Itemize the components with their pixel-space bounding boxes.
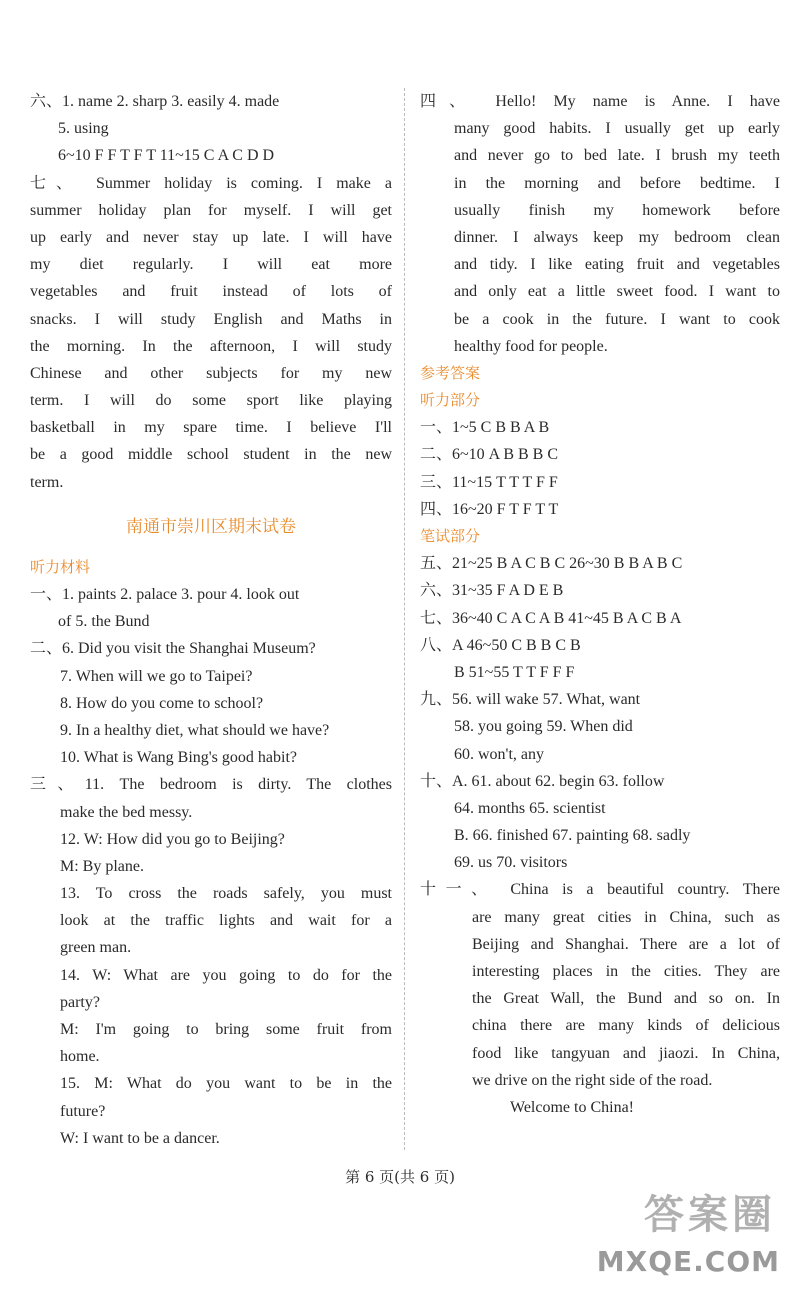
- question-line: 9. In a healthy diet, what should we have?: [60, 721, 330, 739]
- essay-line: Beijing and Shanghai. There are a lot of: [472, 935, 780, 953]
- essay-line: the Great Wall, the Bund and so on. In: [472, 990, 780, 1008]
- left-column: [30, 88, 392, 1152]
- column-divider: [404, 88, 405, 1150]
- answer-line: 6~10 F F T F T 11~15 C A C D D: [58, 147, 275, 165]
- dialogue-line: M: I'm going to bring some fruit from: [60, 1021, 392, 1038]
- essay-line: 四、 Hello! My name is Anne. I have: [420, 93, 780, 110]
- essay-line: are many great cities in China, such as: [472, 908, 780, 926]
- essay-line: term.: [30, 473, 64, 491]
- watermark-logo: 答案圈: [644, 1192, 776, 1238]
- answer-line: 六、31~35 F A D E B: [420, 582, 564, 600]
- dialogue-line: home.: [60, 1048, 100, 1066]
- dialogue-line: party?: [60, 993, 100, 1011]
- essay-line: interesting places in the cities. They are: [472, 963, 780, 980]
- essay-line: term. I will do some sport like playing: [30, 392, 392, 410]
- essay-seven: [30, 170, 392, 496]
- answer-line: 60. won't, any: [454, 745, 544, 763]
- exam-title: 南通市崇川区期末试卷: [126, 516, 296, 537]
- essay-closing: Welcome to China!: [510, 1098, 635, 1116]
- essay-line: be a good middle school student in the new: [30, 446, 392, 464]
- reference-answers-heading: 参考答案: [420, 363, 481, 382]
- answer-line: 69. us 70. visitors: [454, 854, 568, 872]
- essay-line: many good habits. I usually get up early: [454, 120, 780, 138]
- dialogue-line: 15. M: What do you want to be in the: [60, 1075, 392, 1093]
- essay-line: my diet regularly. I will eat more: [30, 256, 392, 274]
- answer-line: 五、21~25 B A C B C 26~30 B B A B C: [420, 555, 683, 573]
- answer-line: of 5. the Bund: [58, 613, 150, 631]
- essay-line: dinner. I always keep my bedroom clean: [454, 228, 780, 246]
- dialogue-line: future?: [60, 1102, 106, 1120]
- essay-line: snacks. I will study English and Maths in: [30, 310, 392, 328]
- answer-line: 四、16~20 F T F T T: [420, 500, 559, 518]
- watermark-url: MXQE.COM: [596, 1245, 780, 1278]
- dialogue-line: M: By plane.: [60, 857, 144, 875]
- page-footer: 第 6 页(共 6 页): [345, 1168, 455, 1186]
- answer-line: 二、6~10 A B B B C: [420, 446, 559, 464]
- answer-line: 5. using: [58, 120, 109, 138]
- essay-line: 十一、 China is a beautiful country. There: [420, 881, 780, 899]
- dialogue-line: W: I want to be a dancer.: [60, 1129, 220, 1147]
- essay-four: [420, 88, 780, 360]
- answer-line: 一、1. paints 2. palace 3. pour 4. look out: [30, 586, 300, 603]
- answer-line: 六、1. name 2. sharp 3. easily 4. made: [30, 93, 280, 110]
- dialogue-line: green man.: [60, 939, 132, 957]
- essay-line: china there are many kinds of delicious: [472, 1017, 780, 1035]
- right-column: [420, 88, 780, 1121]
- question-line: 二、6. Did you visit the Shanghai Museum?: [30, 640, 316, 658]
- essay-line: food like tangyuan and jiaozi. In China,: [472, 1044, 780, 1062]
- essay-line: healthy food for people.: [454, 337, 608, 355]
- essay-line: vegetables and fruit instead of lots of: [30, 283, 392, 301]
- dialogue-line: 14. W: What are you going to do for the: [60, 966, 392, 984]
- listening-material-heading: 听力材料: [30, 557, 91, 576]
- answer-line: 九、56. will wake 57. What, want: [420, 691, 641, 709]
- essay-eleven: [420, 876, 780, 1121]
- essay-line: usually finish my homework before: [454, 201, 780, 219]
- essay-line: we drive on the right side of the road.: [472, 1071, 713, 1089]
- answer-line: 一、1~5 C B B A B: [420, 419, 550, 437]
- question-line: 10. What is Wang Bing's good habit?: [60, 749, 297, 767]
- dialogue-line: 12. W: How did you go to Beijing?: [60, 830, 285, 848]
- question-line: 7. When will we go to Taipei?: [60, 667, 253, 685]
- dialogue-line: 13. To cross the roads safely, you must: [60, 885, 392, 903]
- essay-line: in the morning and before bedtime. I: [454, 174, 780, 192]
- essay-line: the morning. In the afternoon, I will study: [30, 337, 392, 355]
- essay-line: and never go to bed late. I brush my teeth: [454, 147, 780, 165]
- answer-line: 64. months 65. scientist: [454, 799, 606, 817]
- answer-line: 八、A 46~50 C B B C B: [420, 636, 581, 654]
- dialogue-line: look at the traffic lights and wait for a: [60, 912, 392, 930]
- answer-line: B. 66. finished 67. painting 68. sadly: [454, 827, 691, 845]
- answer-line: B 51~55 T T F F F: [454, 663, 575, 681]
- answer-line: 58. you going 59. When did: [454, 718, 633, 736]
- essay-line: 七、 Summer holiday is coming. I make a: [30, 174, 392, 192]
- essay-line: summer holiday plan for myself. I will get: [30, 201, 392, 219]
- essay-line: up early and never stay up late. I will have: [30, 228, 392, 246]
- listening-part-heading: 听力部分: [420, 391, 481, 410]
- essay-line: Chinese and other subjects for my new: [30, 364, 392, 382]
- question-line: 8. How do you come to school?: [60, 694, 264, 712]
- answer-line: 三、11~15 T T T F F: [420, 473, 558, 491]
- essay-line: be a cook in the future. I want to cook: [454, 310, 780, 328]
- essay-line: basketball in my spare time. I believe I'll: [30, 419, 392, 437]
- answer-line: 十、A. 61. about 62. begin 63. follow: [420, 772, 665, 790]
- dialogue-line: make the bed messy.: [60, 803, 193, 821]
- dialogue-line: 三、11. The bedroom is dirty. The clothes: [30, 776, 392, 794]
- essay-line: and only eat a little sweet food. I want to: [454, 283, 780, 301]
- answer-line: 七、36~40 C A C A B 41~45 B A C B A: [420, 609, 682, 627]
- essay-line: and tidy. I like eating fruit and vegetables: [454, 256, 780, 274]
- written-part-heading: 笔试部分: [420, 527, 481, 545]
